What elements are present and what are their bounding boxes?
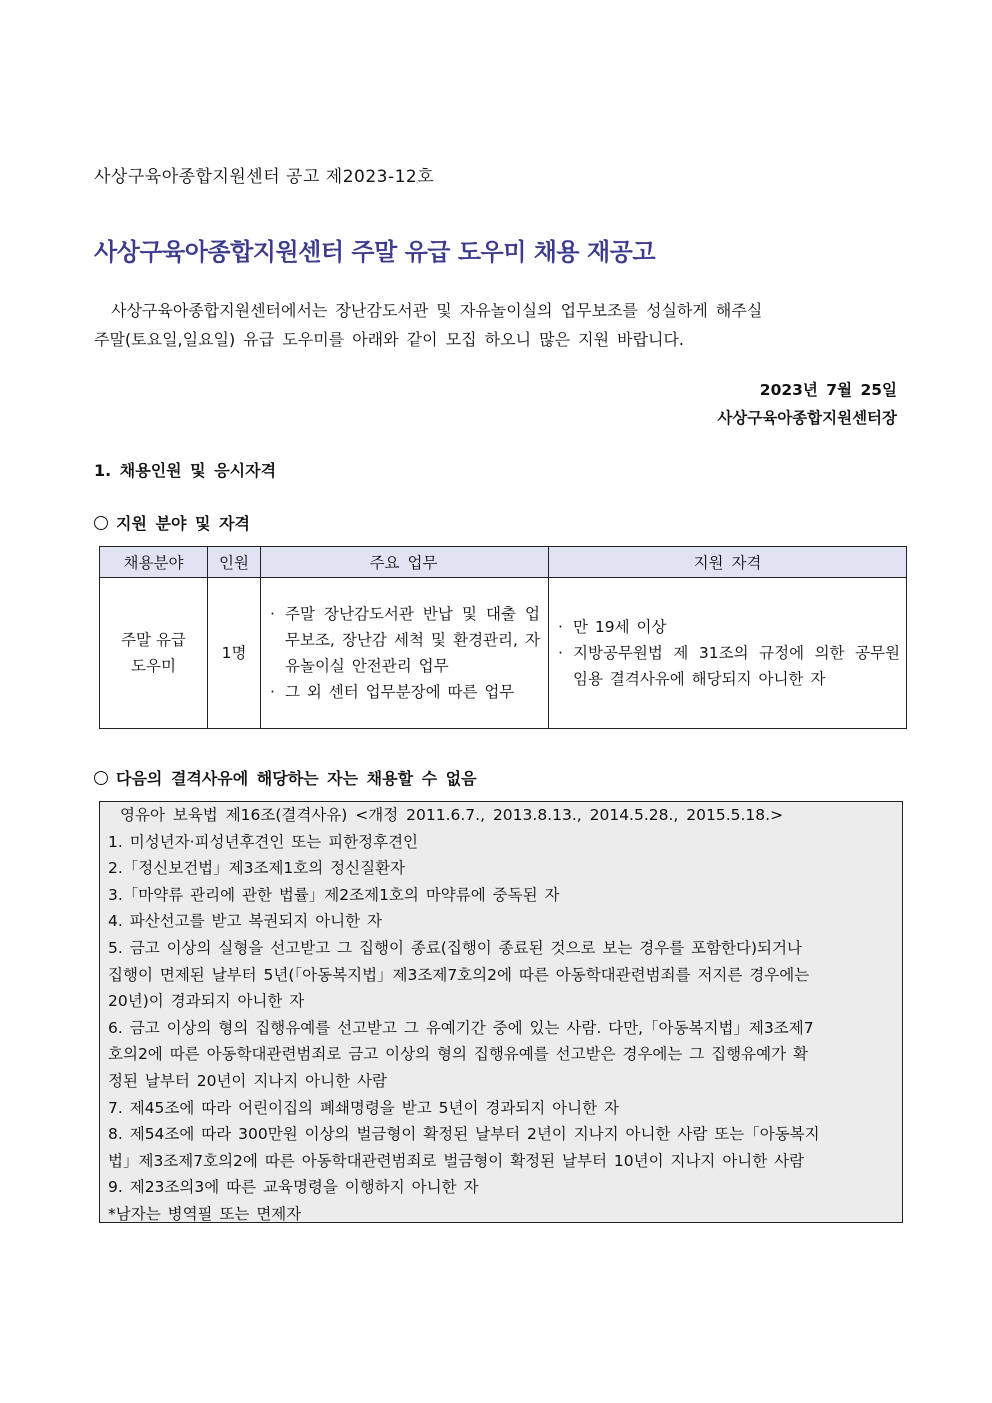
disqualification-line: 7. 제45조에 따라 어린이집의 폐쇄명령을 받고 5년이 경과되지 아니한 자 [108,1098,619,1117]
cell-count: 1명 [208,578,261,729]
subheading-label: 다음의 결격사유에 해당하는 자는 채용할 수 없음 [116,769,477,788]
disqualification-box [99,801,903,1223]
field-line-1: 주말 유급 [121,631,186,649]
subheading-disqualification [94,766,477,789]
cell-duties [261,578,549,729]
recruitment-table [99,546,907,729]
table-row [100,578,907,729]
disqualification-line: 9. 제23조의3에 따른 교육명령을 이행하지 아니한 자 [108,1178,479,1197]
military-note: *남자는 병역필 또는 면제자 [108,1204,302,1223]
table-header-row [100,547,907,578]
subheading-label: 지원 분야 및 자격 [116,514,250,533]
disqualification-line: 1. 미성년자·피성년후견인 또는 피한정후견인 [108,832,419,851]
duty-item: · 주말 장난감도서관 반납 및 대출 업무보조, 장난감 세척 및 환경관리, 자유놀이실 안전관리 업무 [267,601,540,679]
subheading-field-qualification [94,511,250,534]
header-field: 채용분야 [100,547,208,578]
header-duties: 주요 업무 [261,547,549,578]
header-qualifications: 지원 자격 [549,547,907,578]
notice-date: 2023년 7월 25일 [759,381,897,399]
circle-bullet-icon [94,771,108,785]
disqualification-line: 5. 금고 이상의 실형을 선고받고 그 집행이 종료(집행이 종료된 것으로 보는 경우를 포함한다)되거나 [108,938,802,957]
disqualification-line: 4. 파산선고를 받고 복권되지 아니한 자 [108,912,383,931]
disqualification-line: 정된 날부터 20년이 지나지 아니한 사람 [108,1071,387,1090]
disqualification-line: 호의2에 따른 아동학대관련범죄로 금고 이상의 형의 집행유예를 선고받은 경우에는 그 집행유예가 확 [108,1045,808,1064]
disqualification-line: 법」제3조제7호의2에 따른 아동학대관련범죄로 벌금형이 확정된 날부터 10년이 지나지 아니한 사람 [108,1151,805,1170]
cell-qualifications [549,578,907,729]
document-title: 사상구육아종합지원센터 주말 유급 도우미 채용 재공고 [94,238,656,266]
qualification-item: · 만 19세 이상 [555,614,900,640]
cell-field [100,578,208,729]
qualification-item: · 지방공무원법 제 31조의 규정에 의한 공무원 임용 결격사유에 해당되지 아니한 자 [555,640,900,692]
intro-line-2: 주말(토요일,일요일) 유급 도우미를 아래와 같이 모집 하오니 많은 지원 바랍니다. [94,330,685,349]
disqualification-title: 영유아 보육법 제16조(결격사유) <개정 2011.6.7., 2013.8.13., 2014.5.28., 2015.5.18.> [120,806,784,824]
section-heading-recruitment: 1. 채용인원 및 응시자격 [94,461,277,480]
issuer-name: 사상구육아종합지원센터장 [717,409,897,427]
disqualification-line: 2.「정신보건법」제3조제1호의 정신질환자 [108,859,406,878]
intro-paragraph [94,296,914,354]
intro-line-1: 사상구육아종합지원센터에서는 장난감도서관 및 자유놀이실의 업무보조를 성실하게 해주실 [111,301,763,320]
disqualification-line: 3.「마약류 관리에 관한 법률」제2조제1호의 마약류에 중독된 자 [108,885,560,904]
duty-item: · 그 외 센터 업무분장에 따른 업무 [267,679,540,705]
field-line-2: 도우미 [131,657,176,675]
circle-bullet-icon [94,516,108,530]
header-count: 인원 [208,547,261,578]
disqualification-line: 집행이 면제된 날부터 5년(「아동복지법」제3조제7호의2에 따른 아동학대관련범죄를 저지른 경우에는 [108,965,810,984]
disqualification-line: 20년)이 경과되지 아니한 자 [108,992,305,1011]
disqualification-line: 8. 제54조에 따라 300만원 이상의 벌금형이 확정된 날부터 2년이 지나지 아니한 사람 또는「아동복지 [108,1125,820,1144]
notice-number: 사상구육아종합지원센터 공고 제2023-12호 [94,167,435,187]
disqualification-line: 6. 금고 이상의 형의 집행유예를 선고받고 그 유예기간 중에 있는 사람. 다만,「아동복지법」제3조제7 [108,1018,814,1037]
